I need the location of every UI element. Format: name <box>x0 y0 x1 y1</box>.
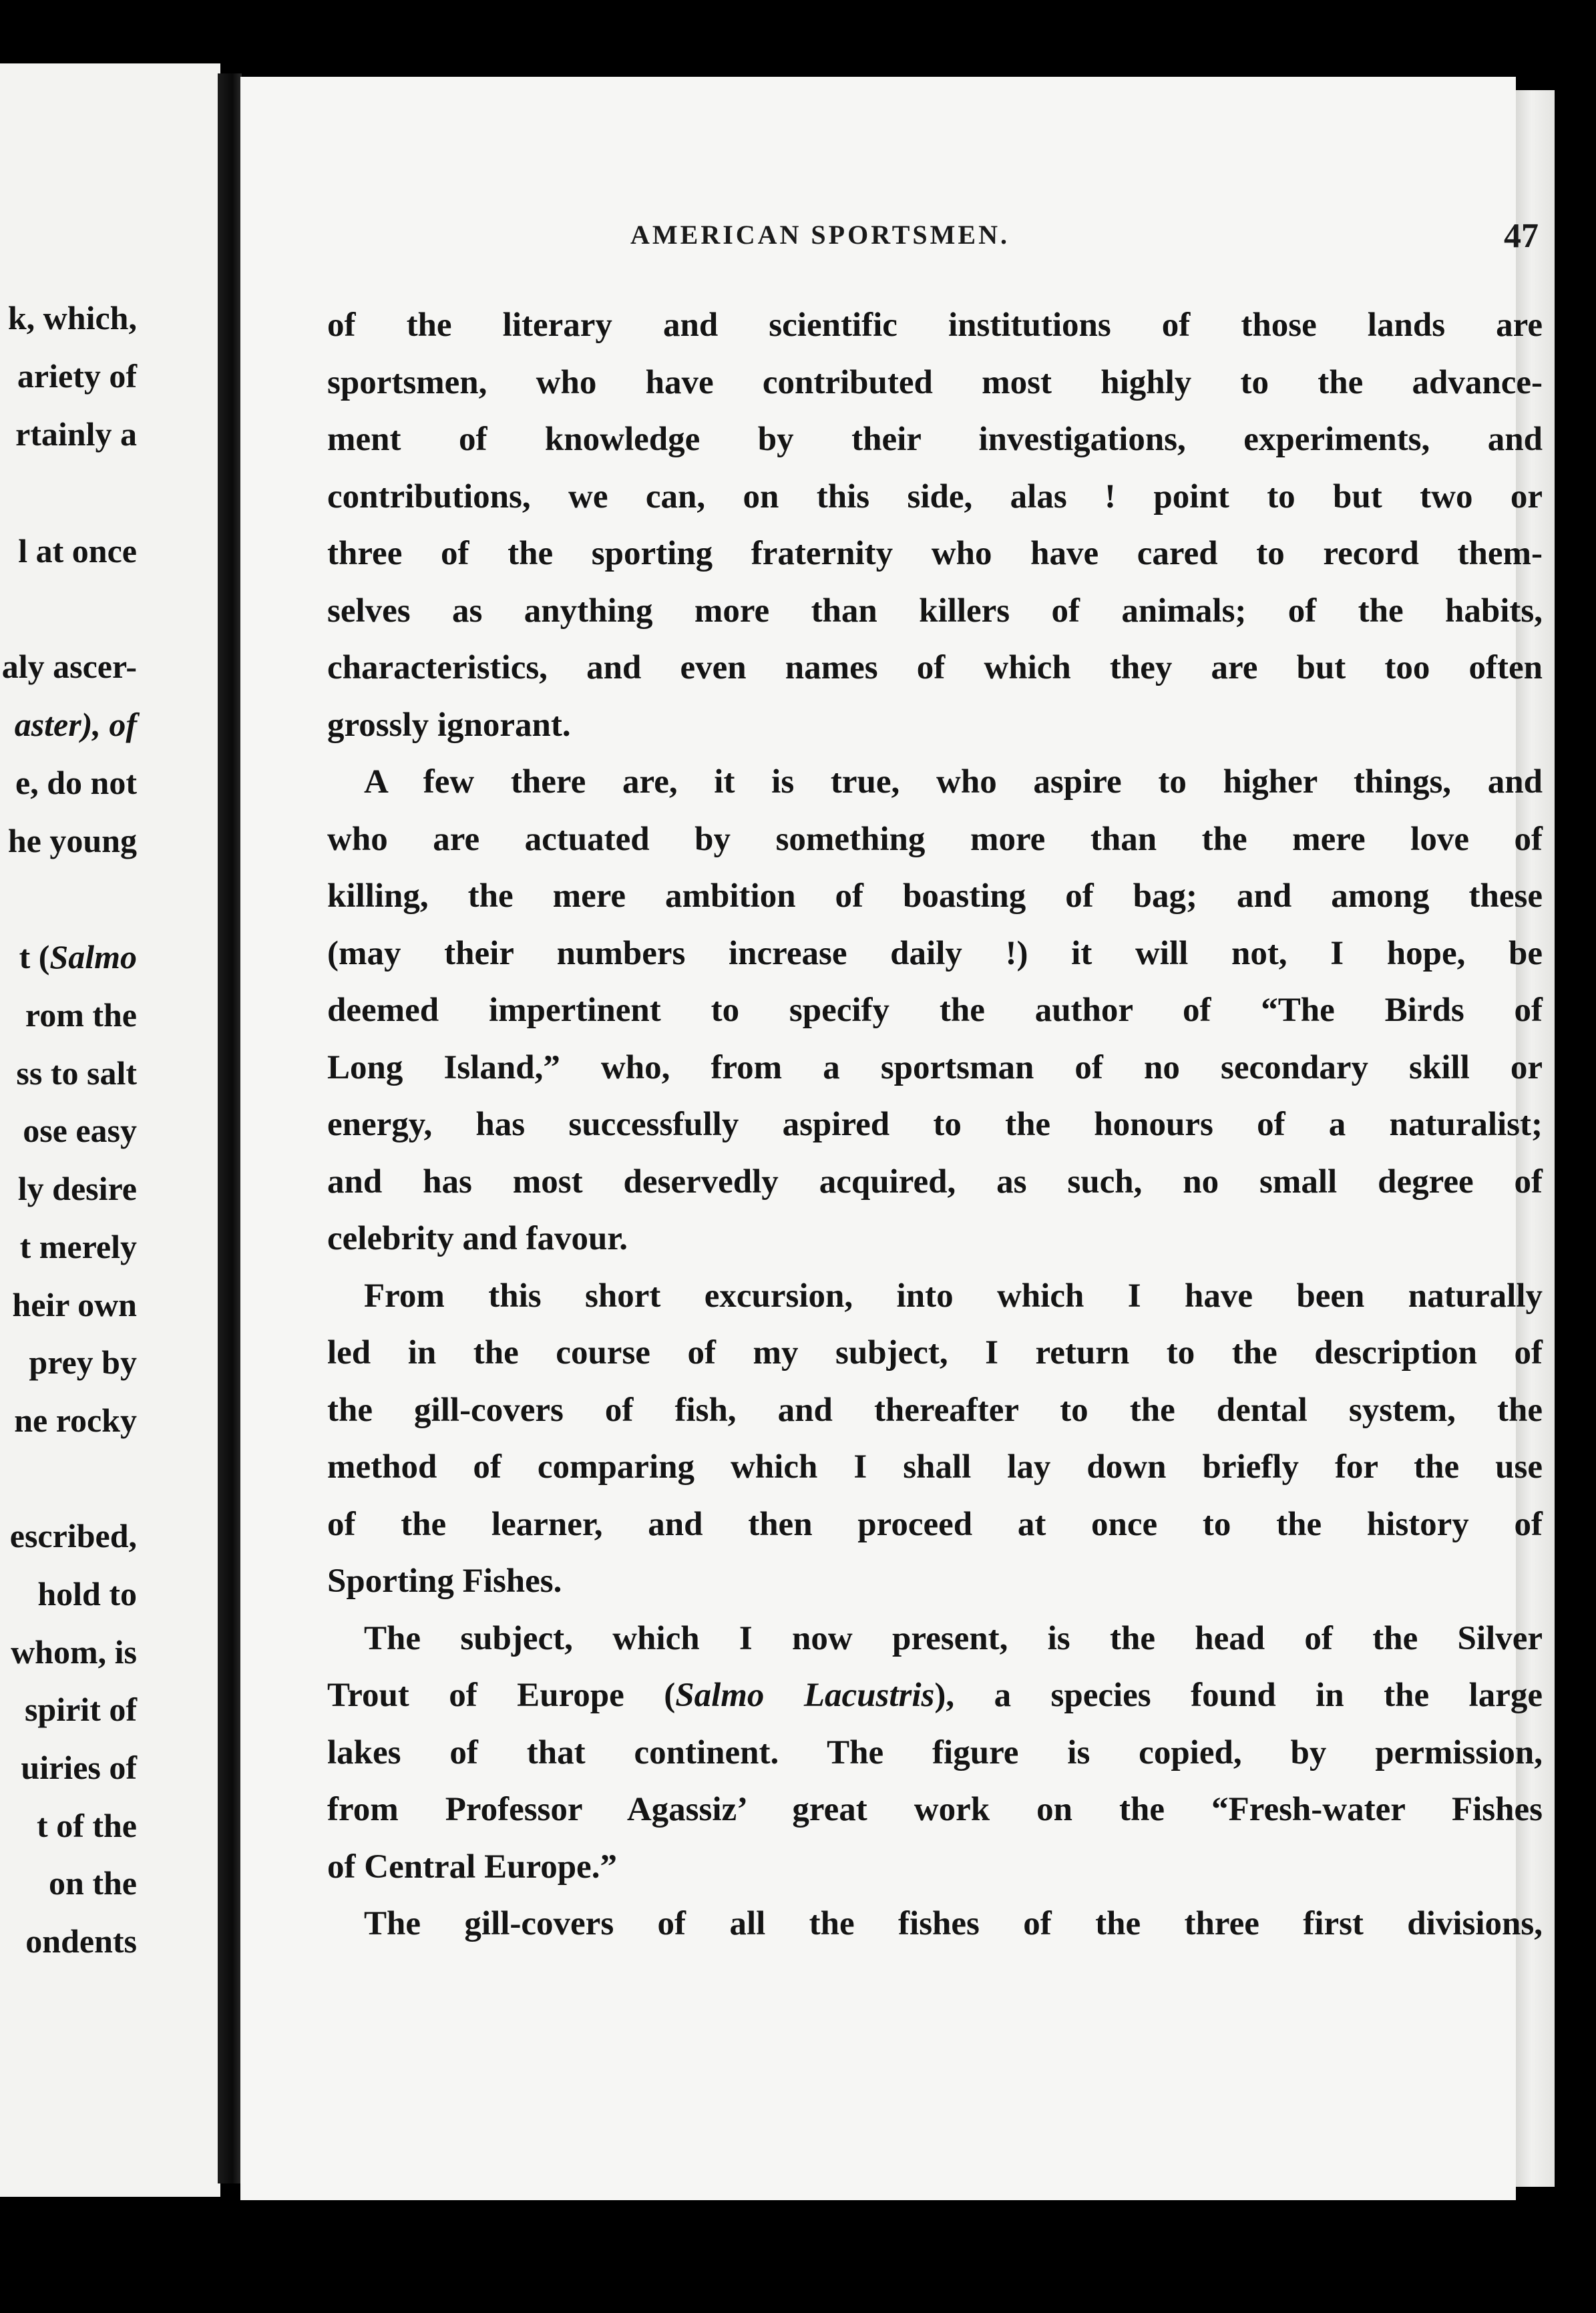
previous-page-line: rtainly a <box>15 415 137 453</box>
running-head <box>630 219 1545 259</box>
text-line: Trout of Europe (Salmo Lacustris), a species found in the large <box>327 1677 1543 1714</box>
text-line: celebrity and favour. <box>327 1220 628 1257</box>
text-line: The subject, which I now present, is the head of the Silver <box>364 1619 1543 1657</box>
text-line: characteristics, and even names of which they are but too often <box>327 649 1543 686</box>
paragraph <box>327 1896 1543 1953</box>
previous-page-line: on the <box>49 1864 137 1902</box>
text-line: who are actuated by something more than the mere love of <box>327 820 1543 858</box>
text-line: grossly ignorant. <box>327 706 571 744</box>
text-line: selves as anything more than killers of animals; of the habits, <box>327 592 1543 630</box>
text-line: The gill-covers of all the fishes of the three first divisions, <box>364 1905 1543 1942</box>
text-line: of the literary and scientific institutions of those lands are <box>327 306 1543 344</box>
previous-page-line: ariety of <box>17 357 137 395</box>
previous-page-line: aly ascer- <box>1 648 137 685</box>
text-line: from Professor Agassiz’ great work on the “Fresh-water Fishes <box>327 1791 1543 1828</box>
text-line: of Central Europe.” <box>327 1848 617 1886</box>
paragraph <box>327 1611 1543 1896</box>
italic-species-name: Salmo <box>49 938 137 976</box>
page-number: 47 <box>1504 217 1539 255</box>
previous-page-line: rom the <box>25 996 137 1034</box>
text-line: the gill-covers of fish, and thereafter to the dental system, the <box>327 1391 1543 1429</box>
italic-species-name: aster <box>14 706 81 743</box>
text-line: ment of knowledge by their investigations, experiments, and <box>327 421 1543 458</box>
previous-page-line: escribed, <box>9 1517 137 1554</box>
text-line: killing, the mere ambition of boasting of bag; and among these <box>327 877 1543 915</box>
running-head-title: AMERICAN SPORTSMEN. <box>630 220 1010 250</box>
text-line: energy, has successfully aspired to the honours of a naturalist; <box>327 1106 1543 1143</box>
text-line: contributions, we can, on this side, alas ! point to but two or <box>327 477 1543 515</box>
previous-page-line: t of the <box>37 1807 137 1844</box>
text-line: led in the course of my subject, I return to the description of <box>327 1334 1543 1372</box>
previous-page <box>0 63 220 2197</box>
book-page <box>240 77 1543 2200</box>
text-line: (may their numbers increase daily !) it will not, I hope, be <box>327 934 1543 972</box>
italic-species-name: Salmo Lacustris <box>675 1677 935 1714</box>
previous-page-line: t (Salmo <box>19 938 137 976</box>
previous-page-line: e, do not <box>15 764 137 801</box>
text-line: From this short excursion, into which I have been naturally <box>364 1277 1543 1315</box>
previous-page-line: ly desire <box>17 1170 137 1207</box>
text-line: Long Island,” who, from a sportsman of no secondary skill or <box>327 1048 1543 1086</box>
text-line: A few there are, it is true, who aspire to higher things, and <box>364 763 1543 801</box>
previous-page-line: ss to salt <box>16 1054 137 1092</box>
previous-page-line: l at once <box>18 532 137 570</box>
book-gutter <box>218 73 242 2183</box>
text-line: lakes of that continent. The figure is copied, by permission, <box>327 1733 1543 1771</box>
text-line: Sporting Fishes. <box>327 1562 562 1600</box>
text-line: method of comparing which I shall lay down briefly for the use <box>327 1448 1543 1486</box>
previous-page-line: aster), of <box>14 706 137 743</box>
previous-page-line: prey by <box>29 1343 137 1381</box>
text-line: three of the sporting fraternity who have cared to record them- <box>327 535 1543 572</box>
paragraph <box>327 1268 1543 1611</box>
previous-page-line: ne rocky <box>14 1402 137 1439</box>
previous-page-line: t merely <box>19 1228 137 1265</box>
text-line: deemed impertinent to specify the author of “The Birds of <box>327 992 1543 1029</box>
body-text <box>327 297 1543 1953</box>
previous-page-line: k, which, <box>7 299 137 337</box>
previous-page-line: heir own <box>12 1286 137 1323</box>
previous-page-line: hold to <box>37 1575 137 1613</box>
text-line: of the learner, and then proceed at once to the history of <box>327 1505 1543 1543</box>
previous-page-line: whom, is <box>11 1633 137 1671</box>
previous-page-line: ondents <box>25 1922 137 1960</box>
paragraph <box>327 754 1543 1268</box>
previous-page-line: spirit of <box>24 1691 137 1728</box>
previous-page-line: he young <box>7 822 137 859</box>
previous-page-line: uiries of <box>21 1749 137 1786</box>
text-line: and has most deservedly acquired, as such, no small degree of <box>327 1163 1543 1201</box>
text-line: sportsmen, who have contributed most highly to the advance- <box>327 363 1543 401</box>
previous-page-line: ose easy <box>23 1112 137 1149</box>
paragraph <box>327 297 1543 754</box>
